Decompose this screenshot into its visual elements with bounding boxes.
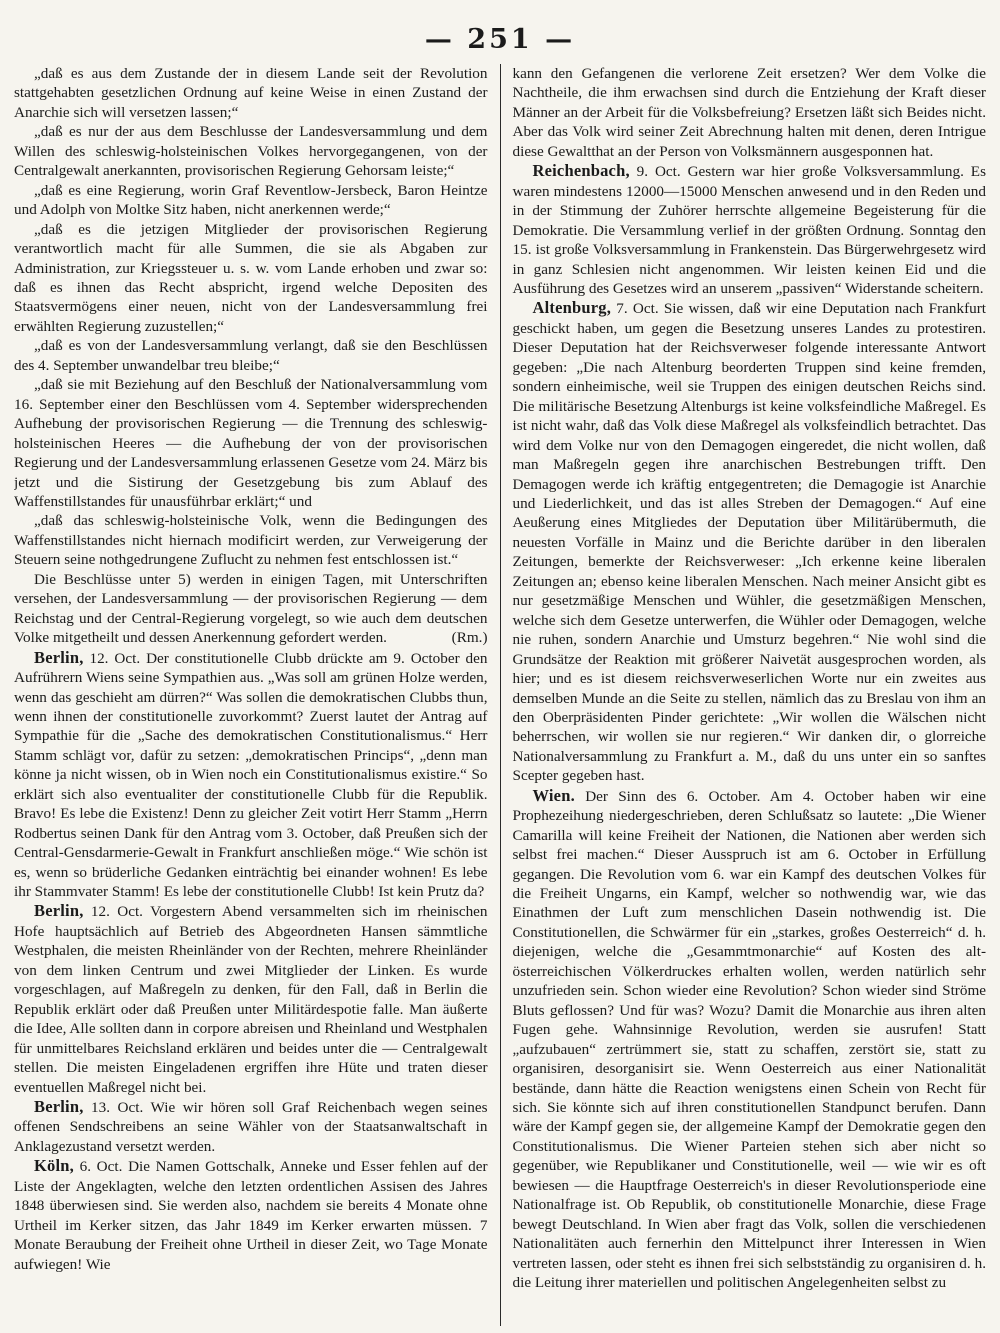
news-text: Gestern war hier große Volksversammlung. Es waren mindestens 12000—15000 Menschen anwesend und in den Reden und in der Stimmung der Zuhörer herrschte allgemeine Begeisterung für die Demokratie. Die Versammlung verlief in der größten Ordnung. Sonntag den 15. ist große Volksversammlung in Frankenstein. Das Bürgerwehrgesetz wird in ganz Schlesien nicht angenommen. Wir leisten keinen Eid und die Ausführung des Gesetzes wird an unserem „passiven“ Widerstande scheitern. (512, 163, 986, 297)
dateline-date: 6. Oct. (73, 1158, 129, 1176)
news-item (513, 786, 987, 1293)
left-paragraph: „daß es aus dem Zustande der in diesem Lande seit der Revolution stattgehabten gesetzlichen Ordnung auf keine Weise in einen Zustand der Anarchie sich will versetzen lassen;“ (14, 65, 488, 121)
left-paragraph: „daß es nur der aus dem Beschlusse der Landesversammlung und dem Willen des schleswig-holsteinischen Volkes hervorgegangenen, von der Centralgewalt anerkannten, provisorischen Regierung Gehorsam leiste;“ (14, 123, 488, 180)
dateline-place: Köln, (34, 1156, 74, 1176)
dateline-date: 13. Oct. (83, 1099, 151, 1117)
left-paragraph: „daß es die jetzigen Mitglieder der provisorischen Regierung verantwortlich macht für alle Summen, die sie als Abgaben zur Administration, zur Kriegssteuer u. s. w. vom Lande erhoben und zwar so: daß es ihnen das Recht abspricht, irgend welche Depositen des Staatsvermögens einer neuen, nicht von der Landesversammlung frei erwählten Regierung zuzustellen;“ (14, 220, 488, 335)
left-paragraph-text: Die Beschlüsse unter 5) werden in einigen Tagen, mit Unterschriften versehen, der Landesversammlung — der provisorischen Regierung — dem Reichstag und der Central-Regierung vorgelegt, so wie auch dem deutschen Volke mitgetheilt und dessen Anerkennung gefordert werden. (14, 570, 488, 647)
left-paragraph (14, 570, 488, 648)
dateline-date: 12. Oct. (83, 649, 147, 667)
dateline-date: 12. Oct. (83, 903, 151, 921)
dateline-place: Berlin, (34, 1097, 84, 1117)
news-text: Der constitutionelle Clubb drückte am 9. October den Aufrührern Wiens seine Sympathien aus. „Was soll am grünen Holze werden, wenn das geschieht am dürren?“ Was sollen die demokratischen Clubbs thun, wenn ihnen der constitutionelle zuvorkommt? Zuerst lautet der Antrag auf Sympathie für die „Sache des demokratischen Constitutionalismus.“ Herr Stamm schlägt vor, dafür zu setzen: „demokratischen Princips“, „denn man könne ja nicht wissen, ob in Wien noch ein Constitutionalismus existire.“ So erklärt sich also eventualiter der constitutionelle Clubb für die Republik. Bravo! Es lebe die Existenz! Denn zu gleicher Zeit votirt Herr Stamm „Herrn Rodbertus seinen Dank für den Antrag vom 3. October, daß Preußen sich der Central-Gensdarmerie-Gewalt in Frankfurt anschließen möge.“ Wie schön ist es, wenn so brüderliche Gedanken einträchtig bei einander wohnen! Es lebe ihr Stammvater Stamm! Es lebe der constitutionelle Clubb! Ist kein Prutz da? (14, 649, 488, 901)
left-paragraph: „daß sie mit Beziehung auf den Beschluß der Nationalversammlung vom 16. September einer den Beschlüssen vom 4. September widersprechenden Aufhebung der provisorischen Regierung — die Trennung des schleswig-holsteinischen Heeres — die Aufhebung der von der provisorischen Regierung und der Landesversammlung erlassenen Gesetze vom 24. März bis jetzt und die Sistirung der Gesetzgebung bis zum Ablauf des Waffenstillstandes für unausführbar erklärt;“ und (14, 376, 488, 510)
dateline-place: Reichenbach, (532, 161, 630, 181)
dateline-date: 9. Oct. (629, 163, 688, 181)
dateline-place: Berlin, (34, 901, 84, 921)
news-text: Vorgestern Abend versammelten sich im rheinischen Hofe hauptsächlich auf Betrieb des Abgeordneten Hansen sämmtliche Westphalen, die meisten Rheinländer von der Rechten, mehrere Rheinländer von dem linken Centrum und zwei Mitglieder der Linken. Es wurde vorgeschlagen, auf Maßregeln zu denken, für den Fall, daß in Berlin die Republik erklärt oder daß Preußen unter Militärdespotie falle. Man äußerte die Idee, Alle sollten dann in corpore abreisen und Rheinland und Westphalen für unmittelbares Reichsland erklären und beides unter die — Centralgewalt stellen. Die meisten Eingeladenen ergriffen ihre Hüte und traten dieser eventuellen Maßregel nicht bei. (14, 903, 488, 1096)
news-item (14, 1156, 488, 1274)
left-paragraph: „daß es eine Regierung, worin Graf Reventlow-Jersbeck, Baron Heintze und Adolph von Moltke Sitz haben, nicht anerkennen werde;“ (14, 181, 488, 219)
news-text: Der Sinn des 6. October. Am 4. October haben wir eine Prophezeihung niedergeschrieben, deren Schlußsatz so lautete: „Die Wiener Camarilla will keine Freiheit der Nationen, die Nationen aber werden sich selbst frei machen.“ Dieser Ausspruch ist am 6. October in Erfüllung gegangen. Die Revolution vom 6. war ein Kampf des deutschen Volkes für die Freiheit Ungarns, ein Kampf, welcher so nothwendig war, wie das Einathmen der Luft zum menschlichen Dasein nothwendig ist. Die Constitutionellen, die Schwärmer für ein „starkes, großes Oesterreich“ d. h. diejenigen, welche die „Gesammtmonarchie“ auf Kosten des alt-österreichischen Völkerdruckes erhalten wollen, werden natürlich sehr unzufrieden sein. Schon wieder eine Revolution? Schon wieder sind Ströme Bluts geflossen? Und für was? Wozu? Damit die Monarchie aus ihren alten Fugen gehe. Wahnsinnige Revolution, werden sie ausrufen! Statt „aufzubauen“ zertrümmert sie, statt zu schaffen, zerstört sie, statt zu organisiren, desorganisirt sie. Wenn Oesterreich aus einer Nationalität bestände, dann hätte die Reaction wenigstens einen Schein von Recht für sich. Sie könnte sich auf ihren constitutionellen Standpunct berufen. Dann wäre der Kampf gegen sie, der allgemeine Kampf der Demokratie gegen den Constitutionalismus. Die Wiener Parteien stehen sich aber nicht so gegenüber, wie Republikaner und Constitutionelle, weil — wie wir es oft bewiesen — die Hauptfrage Oesterreich's in dieser Revolutionsperiode eine Nationalfrage ist. Ob Republik, ob constitutionelle Monarchie, diese Frage bewegt Deutschland. In Wien aber fragt das Volk, sollen die verschiedenen Nationalitäten auch fernerhin den Mittelpunct ihrer Interessen in Wien vertreten lassen, oder steht es ihnen frei sich selbstständig zu organisiren d. h. die Leitung ihrer materiellen und politischen Angelegenheiten selbst zu (512, 787, 986, 1292)
news-item (14, 1097, 488, 1156)
news-text: Die Namen Gottschalk, Anneke und Esser fehlen auf der Liste der Angeklagten, welche den letzten ordentlichen Assisen des Jahres 1848 überwiesen sind. Sie werden also, nachdem sie bereits 4 Monate ohne Urtheil im Kerker sitzen, das Jahr 1849 im Kerker erwarten müssen. 7 Monate Beraubung der Freiheit ohne Urtheil in dieser Zeit, wo Tage Monate aufwiegen! Wie (14, 1158, 488, 1273)
news-text: Wie wir hören soll Graf Reichenbach wegen seines offenen Sendschreibens an seine Wähler von der Staatsanwaltschaft in Anklagezustand versetzt werden. (14, 1099, 488, 1155)
text-columns (14, 64, 986, 1326)
dateline-date (575, 788, 585, 805)
left-paragraph: „daß es von der Landesversammlung verlangt, daß sie den Beschlüssen des 4. September unwandelbar treu bleibe;“ (14, 337, 488, 374)
news-item (14, 901, 488, 1097)
news-item (513, 298, 987, 785)
left-paragraph: „daß das schleswig-holsteinische Volk, wenn die Bedingungen des Waffenstillstandes nicht hiernach modificirt werden, zur Verweigerung der Steuern seine nothgedrungene Zuflucht zu nehmen fest entschlossen ist.“ (14, 512, 488, 569)
right-lead-paragraph: kann den Gefangenen die verlorene Zeit ersetzen? Wer dem Volke die Nachtheile, die ihm erwachsen sind durch die Entziehung der Kraft dieser Männer an der Arbeit für die Volksbefreiung? Ersetzen läßt sich Beides nicht. Aber das Volk wird seiner Zeit Abrechnung halten mit denen, deren Intrigue diese Gewaltthat an der Person von Volksmännern ausgesponnen hat. (512, 65, 986, 160)
news-text: Sie wissen, daß wir eine Deputation nach Frankfurt geschickt haben, um gegen die Besetzung unseres Landes zu protestiren. Dieser Deputation hat der Reichsverweser folgende interessante Antwort gegeben: „Die nach Altenburg beorderten Truppen sind keine fremden, sondern einheimische, weil sie Truppen des einigen deutschen Reichs sind. Die militärische Besetzung Altenburgs ist keine volksfeindliche Maßregel. Es ist nicht wahr, daß das Volk diese Maßregel als volksfeindlich betrachtet. Das wird dem Volke nur von den Demagogen eingeredet, die nicht wollen, daß man Maßregeln gegen ihre anarchischen Bestrebungen trifft. Den Demagogen werde ich kräftig entgegentreten; die Demagogie ist Anarchie und Liederlichkeit, und das ist alles Streben der Demagogen.“ Auf eine Aeußerung eines Mitgliedes der Deputation über Militärübermuth, die neuesten Vorfälle in Mainz und die Berichte darüber in den liberalen Zeitungen, bemerkte der Reichsverweser: „Ich erkenne keine liberalen Zeitungen an; ebenso keine liberalen Menschen. Nach meiner Ansicht gibt es nur gesetzmäßige Menschen und Wühler, die gesetzmäßigen Menschen, welche sich dem Gesetze unterwerfen, die Wühler oder Demagogen, welche nie ruhen, sondern Anarchie und Umsturz begehren.“ Nie wohl sind die Grundsätze der Reaktion mit größerer Naivetät ausgesprochen worden, als hier; und es ist diesem reichsverweserlichen Worte nur ein zweites aus demselben Munde an die Seite zu stellen, nämlich das zu Breslau von ihm an den Oberpräsidenten Pinder gerichtete: „Wir wollen die Wälschen nicht beherrschen, wir wollen sie nur regieren.“ Wir danken dir, o glorreiche Nationalversammlung zu Frankfurt a. M., daß du uns unter ein so sanftes Scepter gegeben hast. (512, 300, 986, 785)
dateline-date: 7. Oct. (611, 300, 664, 318)
left-column (14, 64, 500, 1326)
page-number: — 251 — (424, 24, 576, 55)
news-item (513, 161, 987, 298)
dateline-place: Altenburg, (532, 298, 612, 318)
source-mark: (Rm.) (451, 629, 488, 647)
right-column (501, 64, 987, 1326)
dateline-place: Wien. (532, 785, 575, 805)
dateline-place: Berlin, (34, 647, 84, 667)
news-item (14, 648, 488, 902)
